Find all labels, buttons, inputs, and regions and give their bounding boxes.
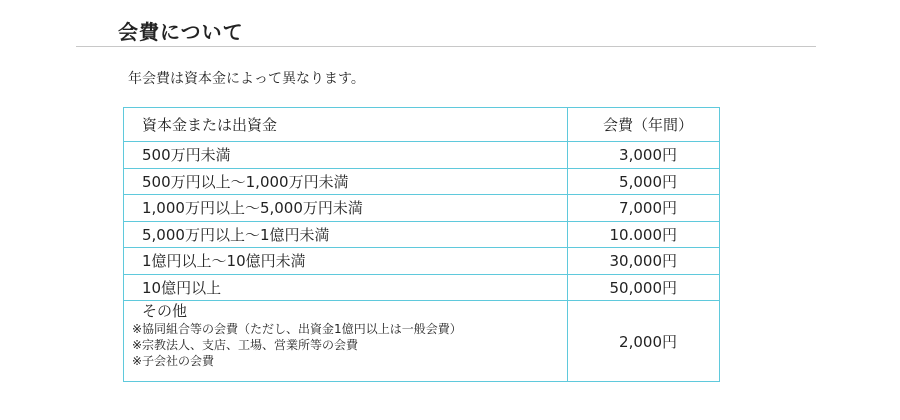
capital-cell: 1億円以上〜10億円未満 [124,248,568,275]
fee-cell: 5,000円 [568,168,720,195]
table-row [124,274,720,301]
fee-cell-other: 2,000円 [568,301,720,382]
table-row [124,221,720,248]
fee-cell: 3,000円 [568,142,720,169]
fee-cell: 7,000円 [568,195,720,222]
capital-cell: 10億円以上 [124,274,568,301]
capital-cell: 1,000万円以上〜5,000万円未満 [124,195,568,222]
other-title: その他 [142,302,188,320]
capital-cell: 500万円未満 [124,142,568,169]
table-header-row [124,108,720,142]
capital-cell: 500万円以上〜1,000万円未満 [124,168,568,195]
capital-cell-other [124,301,568,382]
fee-cell: 50,000円 [568,274,720,301]
table-row-other [124,301,720,382]
other-note: ※子会社の会費 [132,354,215,368]
capital-cell: 5,000万円以上〜1億円未満 [124,221,568,248]
table-row [124,168,720,195]
header-fee: 会費（年間） [568,108,720,142]
header-capital: 資本金または出資金 [124,108,568,142]
title-divider [76,46,816,47]
fee-cell: 10.000円 [568,221,720,248]
table-row [124,142,720,169]
table-row [124,195,720,222]
intro-text: 年会費は資本金によって異なります。 [128,71,365,87]
table-row [124,248,720,275]
section-title: 会費について [118,20,244,44]
fee-table [123,107,720,382]
other-note: ※宗教法人、支店、工場、営業所等の会費 [132,338,359,352]
other-note: ※協同組合等の会費（ただし、出資金1億円以上は一般会費） [132,322,462,336]
fee-cell: 30,000円 [568,248,720,275]
